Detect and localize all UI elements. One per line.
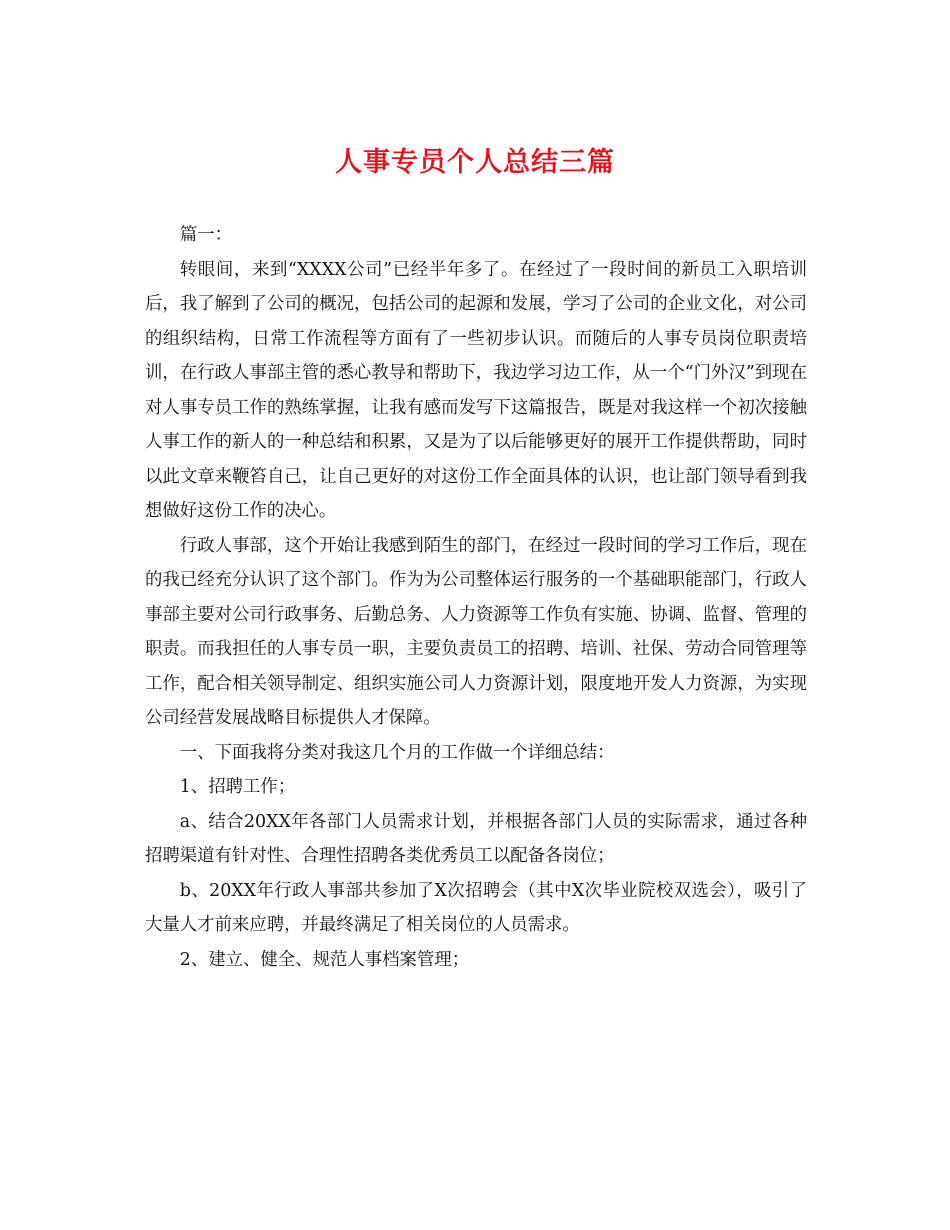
- paragraph-subheading: 一、下面我将分类对我这几个月的工作做一个详细总结：: [179, 742, 615, 763]
- document-body: [145, 218, 807, 977]
- paragraph-section-heading: 篇一：: [179, 225, 232, 245]
- paragraph-list-item: b、20XX年行政人事部共参加了X次招聘会（其中X次毕业院校双选会），吸引了大量人才前来应聘，并最终满足了相关岗位的人员需求。: [145, 880, 807, 935]
- paragraph-list-item: a、结合20XX年各部门人员需求计划，并根据各部门人员的实际需求，通过各种招聘渠道有针对性、合理性招聘各类优秀员工以配备各岗位；: [145, 811, 807, 866]
- paragraph-list-item: 1、招聘工作；: [179, 777, 296, 797]
- paragraph: 行政人事部，这个开始让我感到陌生的部门，在经过一段时间的学习工作后，现在的我已经充分认识了这个部门。作为为公司整体运行服务的一个基础职能部门，行政人事部主要对公司行政事务、后勤总务、人力资源等工作负有实施、协调、监督、管理的职责。而我担任的人事专员一职，主要负责员工的招聘、培训、社保、劳动合同管理等工作，配合相关领导制定、组织实施公司人力资源计划，限度地开发人力资源，为实现公司经营发展战略目标提供人才保障。: [145, 535, 807, 728]
- paragraph-list-item: 2、建立、健全、规范人事档案管理；: [179, 949, 470, 970]
- paragraph: 转眼间，来到“XXXX公司”已经半年多了。在经过了一段时间的新员工入职培训后，我了解到了公司的概况，包括公司的起源和发展，学习了公司的企业文化，对公司的组织结构，日常工作流程等方面有了一些初步认识。而随后的人事专员岗位职责培训，在行政人事部主管的悉心教导和帮助下，我边学习边工作，从一个“门外汉”到现在对人事专员工作的熟练掌握，让我有感而发写下这篇报告，既是对我这样一个初次接触人事工作的新人的一种总结和积累，又是为了以后能够更好的展开工作提供帮助，同时以此文章来鞭笞自己，让自己更好的对这份工作全面具体的认识，也让部门领导看到我想做好这份工作的决心。: [145, 259, 807, 521]
- document-title: 人事专员个人总结三篇: [335, 147, 615, 178]
